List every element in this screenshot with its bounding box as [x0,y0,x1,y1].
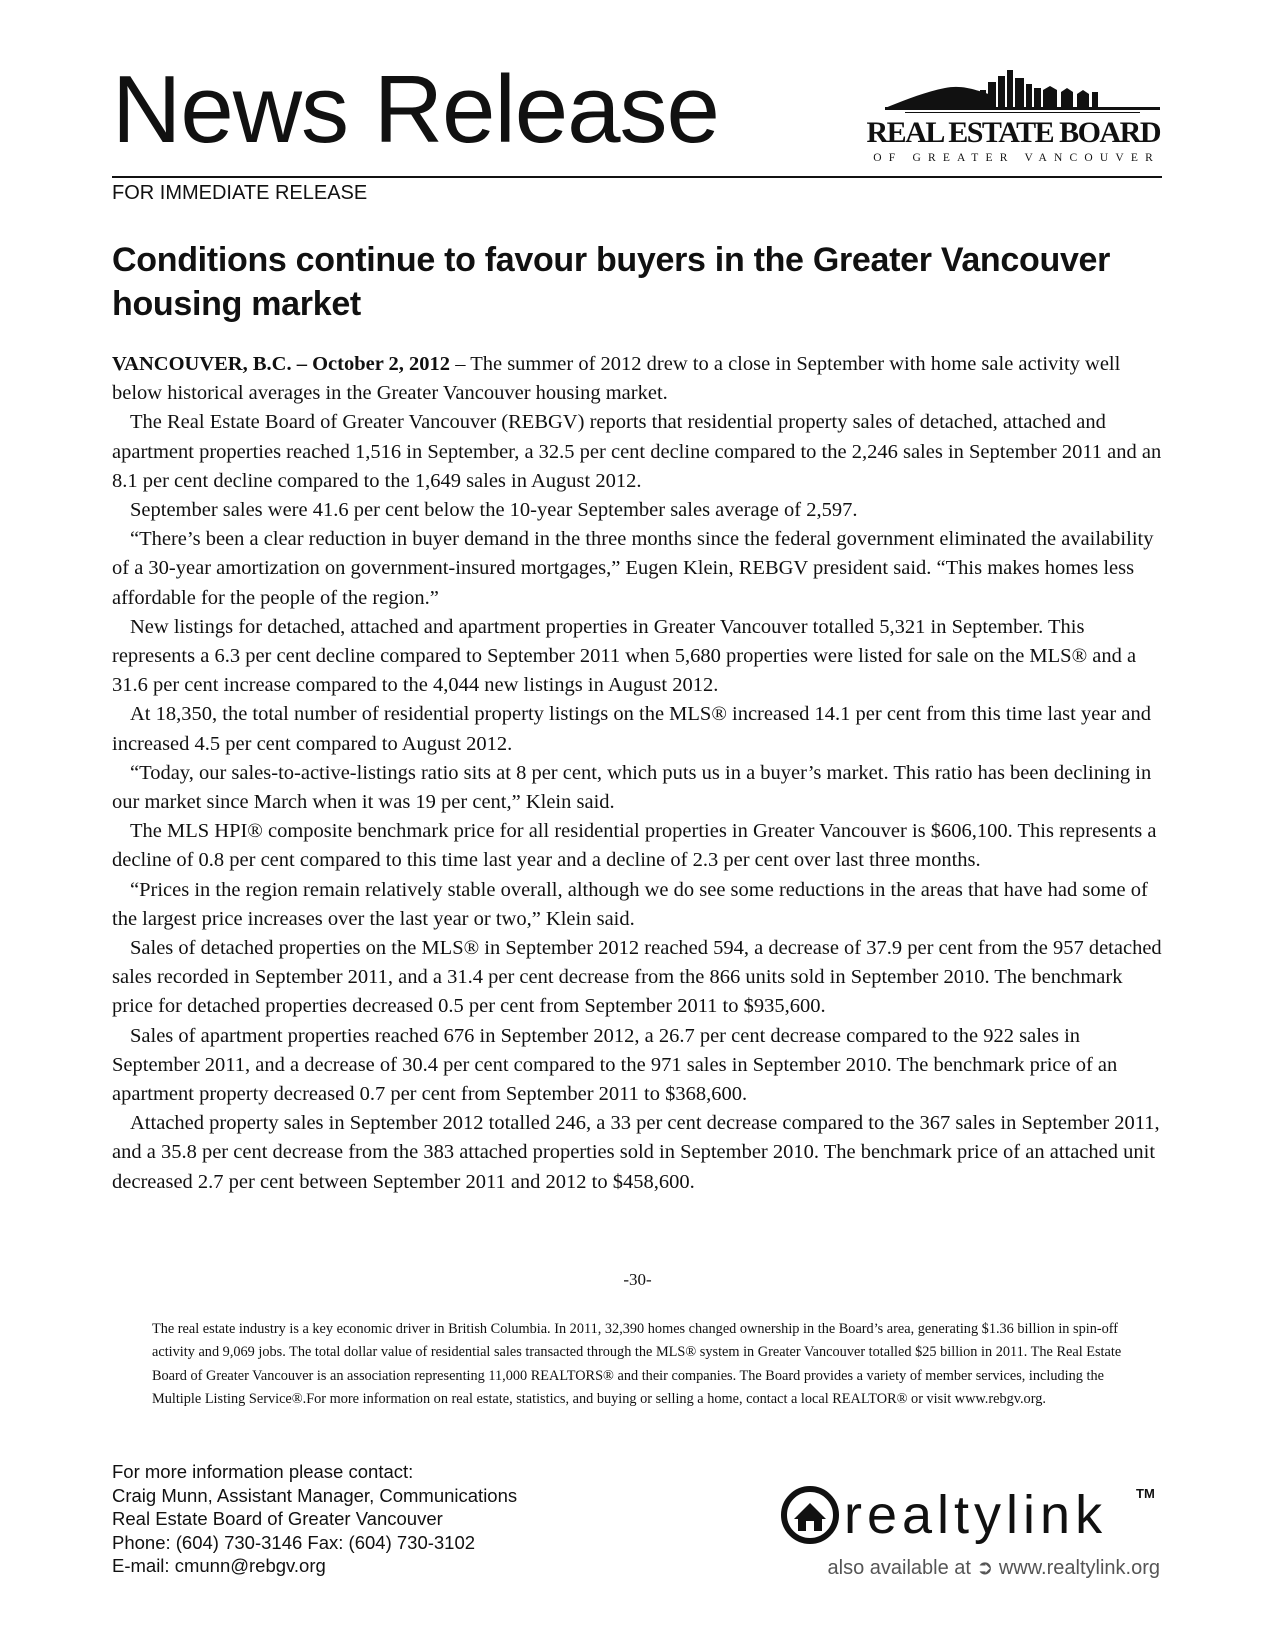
body-paragraph: “There’s been a clear reduction in buyer demand in the three months since the federal government eliminated the availability of a 30-year amortization on government-insured mortgages,” Eugen Klein, REBGV president said. “This makes homes less affordable for the people of the region.” [112,528,1154,609]
contact-org: Real Estate Board of Greater Vancouver [112,1508,443,1529]
contact-block [112,1460,517,1578]
release-label: FOR IMMEDIATE RELEASE [112,182,368,204]
body-paragraph: The Real Estate Board of Greater Vancouver (REBGV) reports that residential property sales of detached, attached and apartment properties reached 1,516 in September, a 32.5 per cent decline compared to the 2,246 sales in September 2011 and an 8.1 per cent decline compared to the 1,649 sales in August 2012. [112,411,1162,492]
body-paragraph: Sales of apartment properties reached 676 in September 2012, a 26.7 per cent decrease compared to the 922 sales in September 2011, and a decrease of 30.4 per cent compared to the 971 sales in September 2010. The benchmark price of an apartment property decreased 0.7 per cent from September 2011 to $368,600. [112,1024,1118,1106]
body-paragraph: “Prices in the region remain relatively stable overall, although we do see some reductions in the areas that have had some of the largest price increases over the last year or two,” Klein said. [112,878,1148,930]
realtylink-logo [780,1480,1165,1580]
house-circle-icon [780,1485,840,1545]
body-paragraph: “Today, our sales-to-active-listings ratio sits at 8 per cent, which puts us in a buyer’s market. This ratio has been declining in our market since March when it was 19 per cent,” Klein said. [112,761,1152,814]
body-paragraph: The MLS HPI® composite benchmark price for all residential properties in Greater Vancouver is $606,100. This represents a decline of 0.8 per cent compared to this time last year and a decline of 2.3 per cent over last three months. [112,820,1157,872]
contact-phone: Phone: (604) 730-3146 Fax: (604) 730-3102 [112,1531,476,1553]
logo-name: REAL ESTATE BOARD [866,116,1160,149]
contact-heading: For more information please contact: [112,1461,414,1482]
headline: Conditions continue to favour buyers in the Greater Vancouver housing market [112,241,1111,323]
body-paragraph: New listings for detached, attached and apartment properties in Greater Vancouver totalled 5,321 in September. This represents a 6.3 per cent decline compared to September 2011 when 5,680 properties were listed for sale on the MLS® and a 31.6 per cent increase compared to the 4,044 new listings in August 2012. [112,615,1137,697]
dateline: VANCOUVER, B.C. – October 2, 2012 [112,353,451,375]
realtylink-wordmark: realtylink [844,1485,1108,1545]
end-marker: -30- [623,1270,652,1289]
city-skyline-icon [885,70,1160,116]
lead-text: – The summer of 2012 drew to a close in September with home sale activity well below historical averages in the Greater Vancouver housing market. [112,353,1121,405]
trademark-mark: TM [1136,1486,1155,1501]
body-paragraph: At 18,350, the total number of residential property listings on the MLS® increased 14.1 per cent from this time last year and increased 4.5 per cent compared to August 2012. [112,703,1151,755]
contact-name: Craig Munn, Assistant Manager, Communications [112,1484,518,1506]
contact-email: E-mail: cmunn@rebgv.org [112,1555,326,1576]
article-body [112,350,1164,1197]
boilerplate-text: The real estate industry is a key economic driver in British Columbia. In 2011, 32,390 homes changed ownership in the Board’s area, generating $1.36 billion in spin-off activity and 9,069 jobs. The total dollar value of residential sales transacted through the MLS® system in Greater Vancouver totalled $25 billion in 2011. The Real Estate Board of Greater Vancouver is an association representing 11,000 REALTORS® and their companies. The Board provides a variety of member services, including the Multiple Listing Service®.For more information on real estate, statistics, and buying or selling a home, contact a local REALTOR® or visit www.rebgv.org. [152,1321,1122,1407]
body-paragraph: Attached property sales in September 2012 totalled 246, a 33 per cent decrease compared to the 367 sales in September 2011, and a 35.8 per cent decrease from the 383 attached properties sold in September 2010. The benchmark price of an attached unit decreased 2.7 per cent between September 2011 and 2012 to $458,600. [112,1112,1160,1193]
rebgv-logo [855,70,1160,165]
header-divider [112,176,1162,178]
body-paragraph: Sales of detached properties on the MLS® in September 2012 reached 594, a decrease of 37.9 per cent from the 957 detached sales recorded in September 2011, and a 31.4 per cent decrease from the 866 units sold in September 2010. The benchmark price for detached properties decreased 0.5 per cent from September 2011 to $935,600. [112,937,1162,1018]
realtylink-url[interactable]: also available at ➲ www.realtylink.org [827,1557,1160,1579]
body-paragraph: September sales were 41.6 per cent below the 10-year September sales average of 2,597. [130,499,858,522]
lead-paragraph [112,350,1164,408]
logo-subtitle: OF GREATER VANCOUVER [873,152,1160,164]
page-title: News Release [112,56,719,163]
